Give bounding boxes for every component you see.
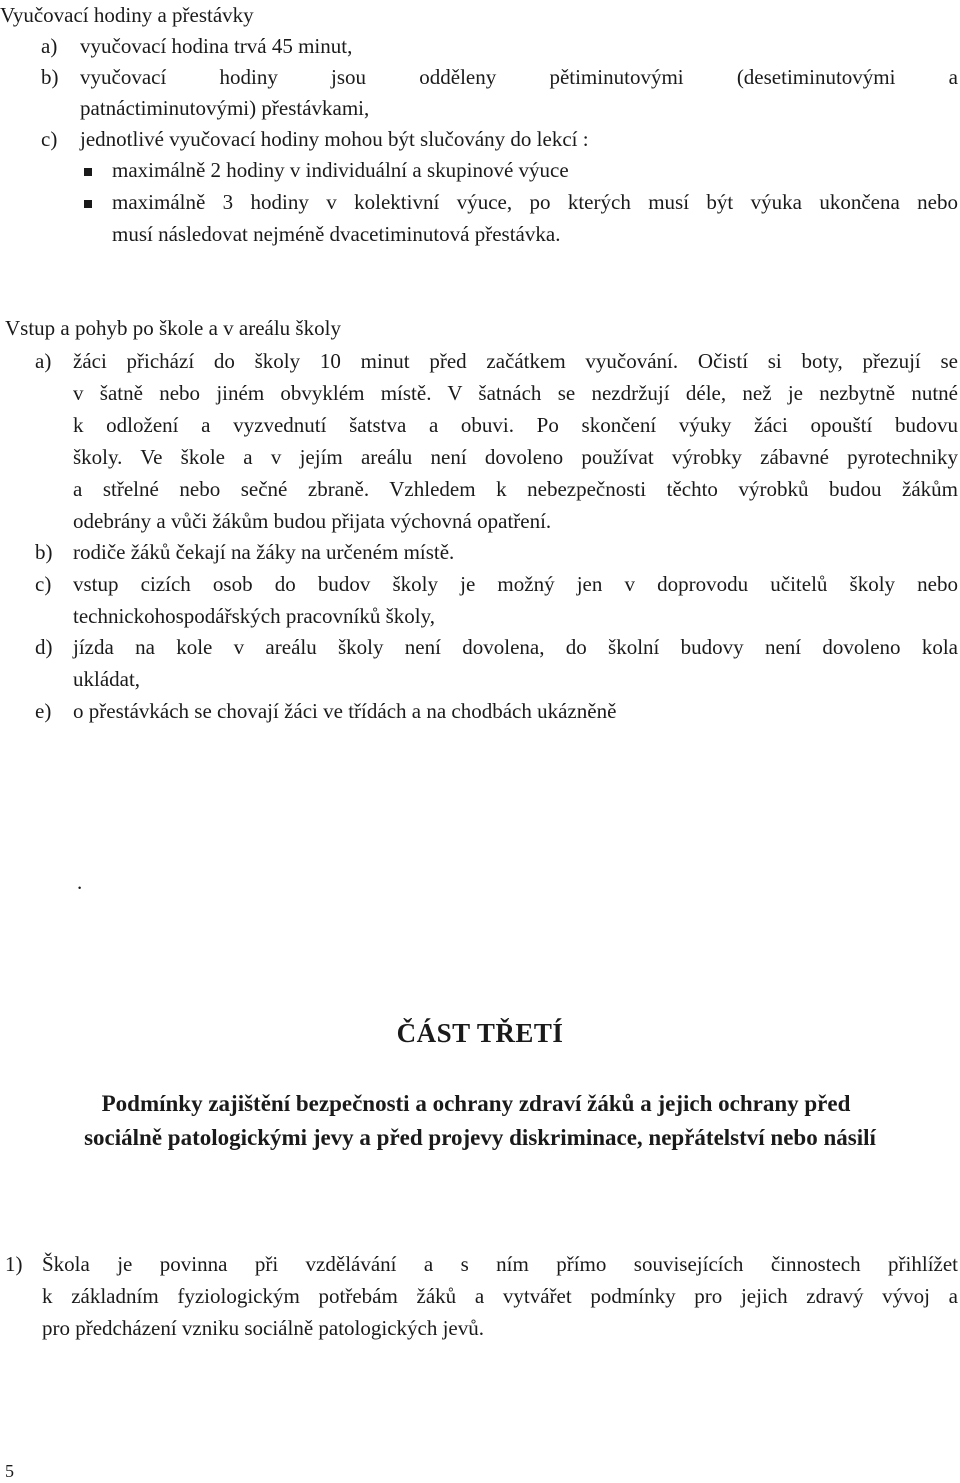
list-marker: e) [35, 699, 52, 723]
list-item-line: o přestávkách se chovají žáci ve třídách a na chodbách ukázněně [73, 699, 617, 723]
list-item-line: školy. Ve škole a v jejím areálu není dovoleno používat výrobky zábavné pyrotechniky [73, 445, 958, 469]
list-item-text: patnáctiminutovými) přestávkami, [80, 96, 370, 120]
list-item-text: jednotlivé vyučovací hodiny mohou být slučovány do lekcí : [80, 127, 589, 151]
list-item-line: technickohospodářských pracovníků školy, [73, 604, 435, 628]
list-item-line: vstup cizích osob do budov školy je možný jen v doprovodu učitelů školy nebo [73, 572, 958, 596]
list-item-line: v šatně nebo jiném obvyklém místě. V šatnách se nezdržují déle, než je nezbytně nutné [73, 381, 958, 405]
list-marker: a) [35, 349, 52, 373]
list-item-line: Škola je povinna při vzdělávání a s ním přímo souvisejících činnostech přihlížet [42, 1252, 958, 1276]
part-subheading-line2: sociálně patologickými jevy a před projevy diskriminace, nepřátelství nebo násilí [84, 1125, 876, 1150]
bullet-item-text: maximálně 3 hodiny v kolektivní výuce, po kterých musí být výuka ukončena nebo [112, 190, 958, 214]
list-item-line: k odložení a vyzvednutí šatstva a obuvi. Po skončení výuky žáci opouští budovu [73, 413, 958, 437]
list-item-line: a střelné nebo sečné zbraně. Vzhledem k nebezpečnosti těchto výrobků budou žákům [73, 477, 958, 501]
list-item-line: k základním fyziologickým potřebám žáků a vytvářet podmínky pro jejich zdravý vývoj a [42, 1284, 958, 1308]
page-number: 5 [5, 1461, 14, 1481]
list-marker: b) [35, 540, 53, 564]
list-marker: b) [41, 65, 59, 89]
part-heading: ČÁST TŘETÍ [396, 1018, 564, 1048]
list-item-line: žáci přichází do školy 10 minut před začátkem vyučování. Očistí si boty, přezují se [73, 349, 958, 373]
list-item-line: rodiče žáků čekají na žáky na určeném místě. [73, 540, 455, 564]
bullet-item-text: musí následovat nejméně dvacetiminutová přestávka. [112, 222, 561, 246]
bullet-item-text: maximálně 2 hodiny v individuální a skupinové výuce [112, 158, 569, 182]
list-marker: 1) [5, 1252, 23, 1276]
list-item-line: odebrány a vůči žákům budou přijata výchovná opatření. [73, 509, 552, 533]
section-title-vyucovaci-hodiny: Vyučovací hodiny a přestávky [0, 3, 254, 27]
list-marker: c) [35, 572, 52, 596]
list-item-line: jízda na kole v areálu školy není dovolena, do školní budovy není dovoleno kola [73, 635, 958, 659]
list-marker: c) [41, 127, 58, 151]
list-item-line: pro předcházení vzniku sociálně patologických jevů. [42, 1316, 485, 1340]
bullet-square-icon [84, 168, 92, 176]
list-item-line: ukládat, [73, 667, 141, 691]
list-marker: d) [35, 635, 53, 659]
list-item-text: vyučovací hodina trvá 45 minut, [80, 34, 353, 58]
part-subheading-line1: Podmínky zajištění bezpečnosti a ochrany zdraví žáků a jejich ochrany před [101, 1091, 851, 1116]
bullet-square-icon [84, 200, 92, 208]
list-item-text: vyučovací hodiny jsou odděleny pětiminutovými (desetiminutovými a [80, 65, 958, 89]
stray-dot: . [77, 870, 83, 894]
list-marker: a) [41, 34, 58, 58]
section-title-vstup-a-pohyb: Vstup a pohyb po škole a v areálu školy [5, 316, 341, 340]
